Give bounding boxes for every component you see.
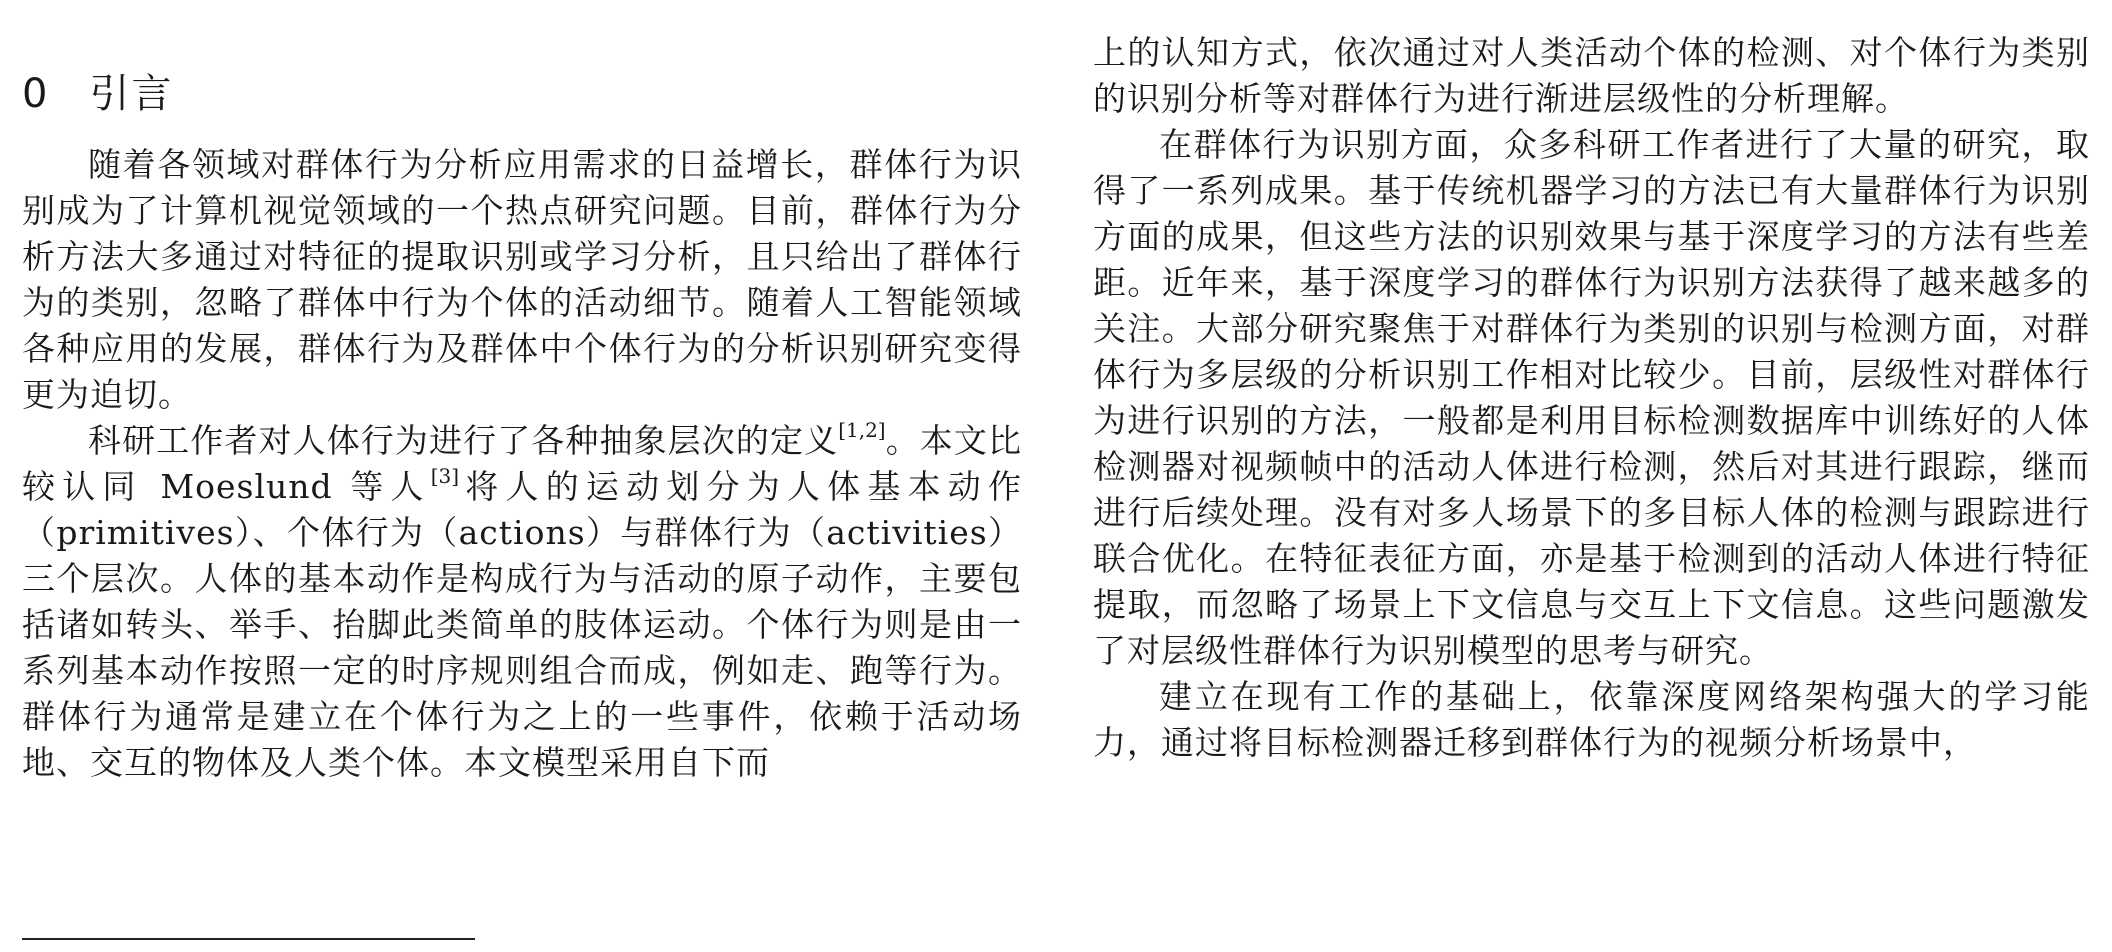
section-number: 0 <box>22 71 50 117</box>
paragraph-definitions-text-b: 。本文比较认同 Moeslund 等人 <box>22 421 1023 506</box>
section-title: 引言 <box>89 71 174 117</box>
right-column <box>1093 30 2090 766</box>
paragraph-definitions <box>22 418 1022 786</box>
left-column <box>22 66 1022 786</box>
paragraph-definitions-text-a: 科研工作者对人体行为进行了各种抽象层次的定义 <box>88 421 839 460</box>
citation-1-2: [1,2] <box>838 418 886 442</box>
paragraph-definitions-text-c: 将人的运动划分为人体基本动作（primitives）、个体行为（actions）与群体行为（activities）三个层次。人体的基本动作是构成行为与活动的原子动作，主要包括诸如转头、举手、抬脚此类简单的肢体运动。个体行为则是由一系列基本动作按照一定的时序规则组合而成，例如走、跑等行为。群体行为通常是建立在个体行为之上的一些事件，依赖于活动场地、交互的物体及人类个体。本文模型采用自下而 <box>22 467 1023 782</box>
footnote-divider <box>22 938 475 940</box>
section-heading <box>22 66 1022 122</box>
paragraph-intro: 随着各领域对群体行为分析应用需求的日益增长，群体行为识别成为了计算机视觉领域的一个热点研究问题。目前，群体行为分析方法大多通过对特征的提取识别或学习分析，且只给出了群体行为的类别，忽略了群体中行为个体的活动细节。随着人工智能领域各种应用的发展，群体行为及群体中个体行为的分析识别研究变得更为迫切。 <box>22 145 1022 414</box>
paragraph-continued: 上的认知方式，依次通过对人类活动个体的检测、对个体行为类别的识别分析等对群体行为进行渐进层级性的分析理解。 <box>1093 33 2090 118</box>
citation-3: [3] <box>430 464 460 488</box>
paragraph-approach: 建立在现有工作的基础上，依靠深度网络架构强大的学习能力，通过将目标检测器迁移到群体行为的视频分析场景中， <box>1093 677 2090 762</box>
paragraph-related-work: 在群体行为识别方面，众多科研工作者进行了大量的研究，取得了一系列成果。基于传统机器学习的方法已有大量群体行为识别方面的成果，但这些方法的识别效果与基于深度学习的方法有些差距。近年来，基于深度学习的群体行为识别方法获得了越来越多的关注。大部分研究聚焦于对群体行为类别的识别与检测方面，对群体行为多层级的分析识别工作相对比较少。目前，层级性对群体行为进行识别的方法，一般都是利用目标检测数据库中训练好的人体检测器对视频帧中的活动人体进行检测，然后对其进行跟踪，继而进行后续处理。没有对多人场景下的多目标人体的检测与跟踪进行联合优化。在特征表征方面，亦是基于检测到的活动人体进行特征提取，而忽略了场景上下文信息与交互上下文信息。这些问题激发了对层级性群体行为识别模型的思考与研究。 <box>1093 125 2090 670</box>
